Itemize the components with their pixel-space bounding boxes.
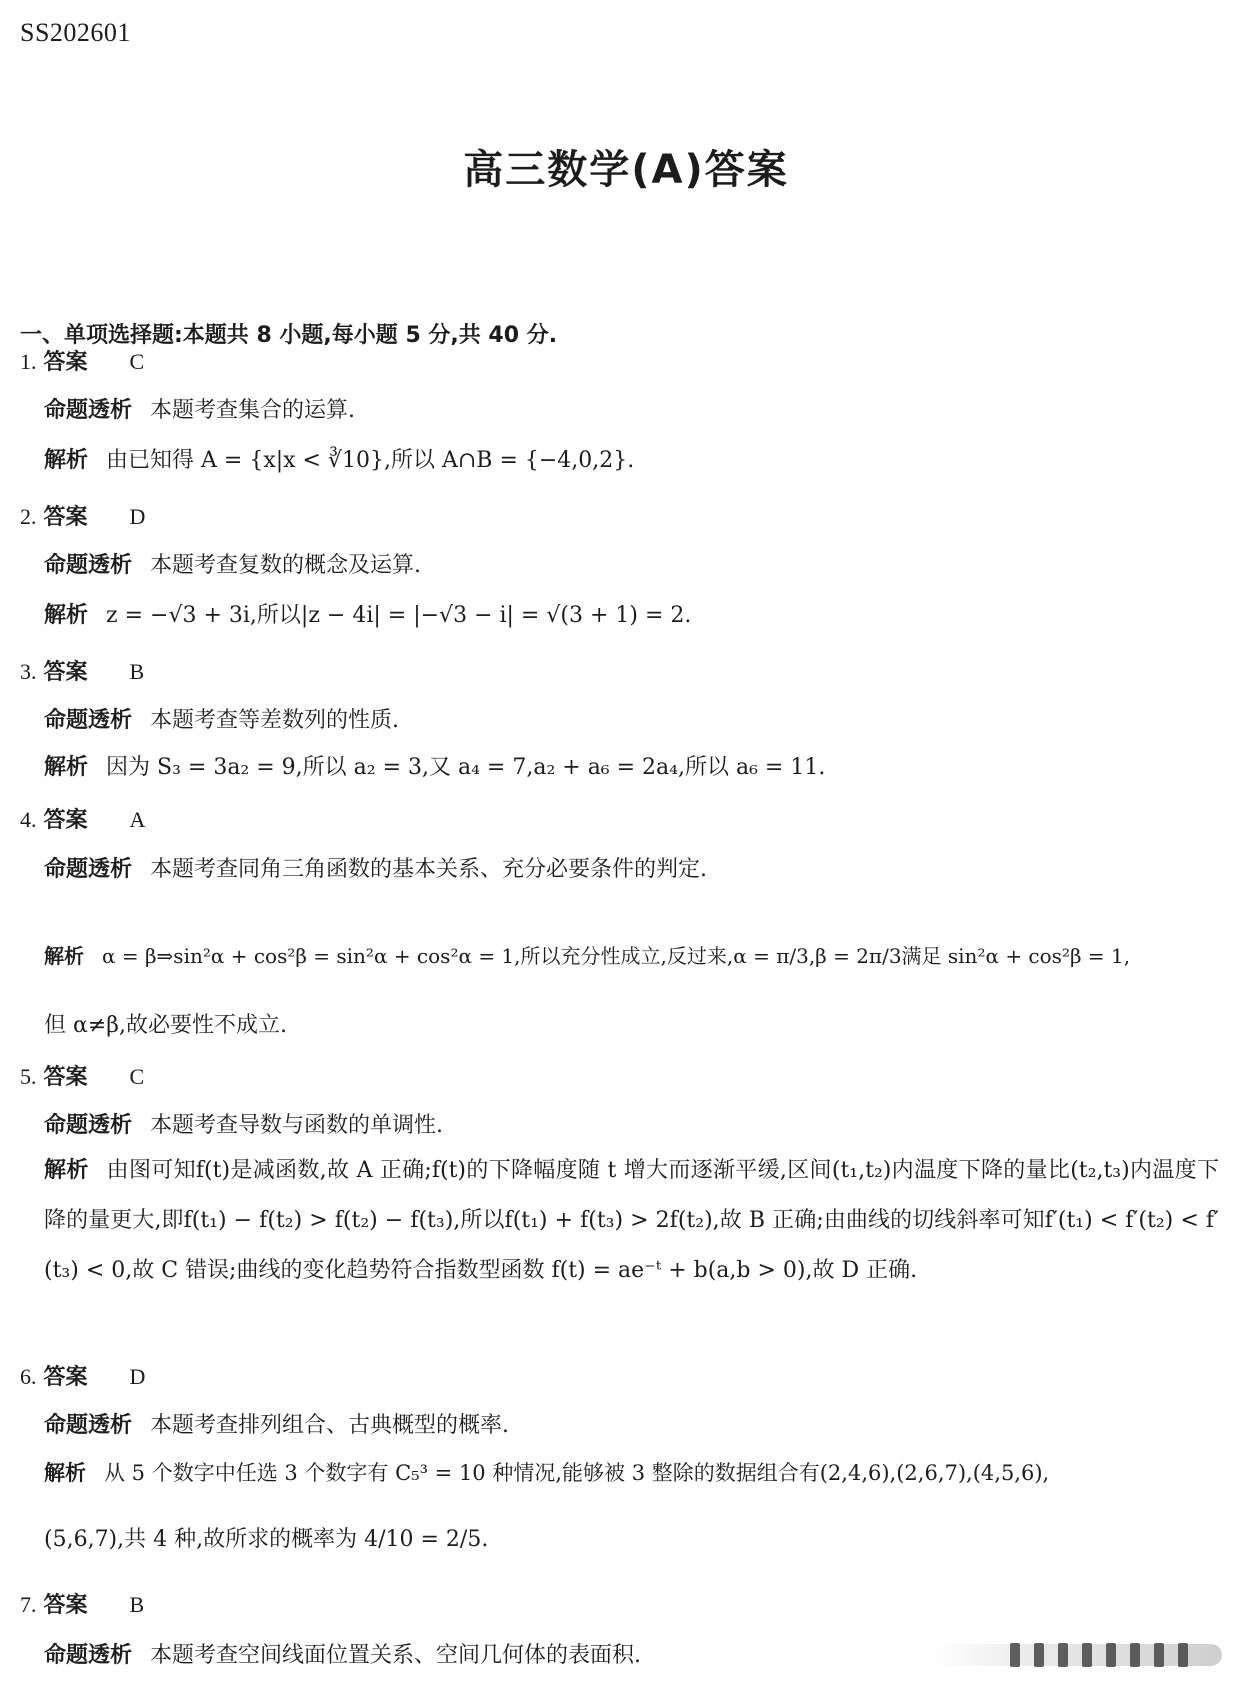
question-2-solution (44, 598, 691, 629)
intent-text: 本题考查导数与函数的单调性. (150, 1113, 444, 1138)
answer-value: C (129, 1064, 145, 1089)
intent-text: 本题考查等差数列的性质. (150, 708, 400, 733)
answer-label: 答案 (43, 660, 88, 685)
intent-text: 本题考查同角三角函数的基本关系、充分必要条件的判定. (150, 857, 708, 882)
answer-label: 答案 (43, 1065, 88, 1090)
intent-label: 命题透析 (44, 708, 133, 733)
question-3-answer-line (20, 655, 144, 686)
scroll-grip-icon (1010, 1643, 1020, 1667)
section-header: 一、单项选择题:本题共 8 小题,每小题 5 分,共 40 分. (20, 323, 558, 348)
question-number: 3. (20, 659, 37, 684)
question-number: 4. (20, 807, 37, 832)
solution-text: z = −√3 + 3i,所以|z − 4i| = |−√3 − i| = √(3 + 1) = 2. (106, 603, 692, 628)
intent-text: 本题考查复数的概念及运算. (150, 553, 422, 578)
solution-label: 解析 (44, 944, 84, 968)
document-code: SS202601 (20, 18, 131, 47)
question-5-intent (44, 1108, 443, 1139)
question-4-solution-continued (44, 1008, 287, 1039)
solution-text: 由已知得 A = {x|x < ∛10},所以 A∩B = {−4,0,2}. (106, 448, 635, 473)
question-4-answer-line (20, 803, 145, 834)
scroll-grip-icon (1130, 1643, 1140, 1667)
answer-value: D (129, 504, 146, 529)
answer-label: 答案 (43, 808, 88, 833)
solution-text: α = β⇒sin²α + cos²β = sin²α + cos²α = 1,所以充分性成立,反过来,α = π/3,β = 2π/3满足 sin²α + cos²β = 1, (102, 944, 1131, 968)
question-1-solution (44, 443, 634, 474)
answer-value: C (129, 349, 145, 374)
intent-text: 本题考查排列组合、古典概型的概率. (150, 1413, 510, 1438)
viewer-scrollbar[interactable] (0, 1636, 1252, 1684)
scroll-grip-icon (1178, 1643, 1188, 1667)
solution-label: 解析 (44, 603, 89, 628)
question-number: 5. (20, 1064, 37, 1089)
scrollbar-handle[interactable] (1010, 1640, 1220, 1670)
question-6-solution-continued (44, 1522, 488, 1553)
question-2-answer-line (20, 500, 145, 531)
question-4-intent (44, 852, 707, 883)
intent-text: 本题考查空间线面位置关系、空间几何体的表面积. (150, 1643, 642, 1668)
intent-text: 本题考查集合的运算. (150, 398, 356, 423)
question-7-answer-line (20, 1588, 144, 1619)
answer-value: B (129, 659, 145, 684)
question-3-intent (44, 703, 399, 734)
intent-label: 命题透析 (44, 1113, 133, 1138)
answer-label: 答案 (43, 1593, 88, 1618)
answer-value: D (129, 1364, 146, 1389)
solution-text: 但 α≠β,故必要性不成立. (44, 1013, 287, 1038)
solution-label: 解析 (44, 755, 89, 780)
question-number: 1. (20, 349, 37, 374)
solution-label: 解析 (44, 1158, 89, 1183)
question-4-solution (44, 940, 1130, 969)
intent-label: 命题透析 (44, 553, 133, 578)
question-number: 6. (20, 1364, 37, 1389)
answer-value: A (129, 807, 146, 832)
solution-text: 因为 S₃ = 3a₂ = 9,所以 a₂ = 3,又 a₄ = 7,a₂ + a₆ = 2a₄,所以 a₆ = 11. (106, 755, 826, 780)
question-5-answer-line (20, 1060, 144, 1091)
intent-label: 命题透析 (44, 1643, 133, 1668)
question-1-intent (44, 393, 355, 424)
intent-label: 命题透析 (44, 857, 133, 882)
scroll-grip-icon (1058, 1643, 1068, 1667)
question-6-answer-line (20, 1360, 145, 1391)
question-6-intent (44, 1408, 509, 1439)
question-number: 2. (20, 504, 37, 529)
question-number: 7. (20, 1592, 37, 1617)
intent-label: 命题透析 (44, 398, 133, 423)
solution-text: 由图可知f(t)是减函数,故 A 正确;f(t)的下降幅度随 t 增大而逐渐平缓,区间(t₁,t₂)内温度下降的量比(t₂,t₃)内温度下降的量更大,即f(t₁) − f(t₂) > f(t₂) − f(t₃),所以f(t₁) + f(t₃) > 2f(t₂),故 B 正确;由曲线的切线斜率可知f′(t₁) < f′(t₂) < f′(t₃) < 0,故 C 错误;曲线的变化趋势符合指数型函数 f(t) = ae⁻ᵗ + b(a,b > 0),故 D 正确. (44, 1158, 1219, 1283)
question-5-solution (44, 1146, 1219, 1296)
scroll-grip-icon (1154, 1643, 1164, 1667)
answer-label: 答案 (43, 505, 88, 530)
scroll-grip-icon (1106, 1643, 1116, 1667)
solution-label: 解析 (44, 1461, 86, 1485)
intent-label: 命题透析 (44, 1413, 133, 1438)
answer-label: 答案 (43, 1365, 88, 1390)
solution-label: 解析 (44, 448, 89, 473)
scroll-grip-icon (1082, 1643, 1092, 1667)
answer-label: 答案 (43, 350, 88, 375)
page-title: 高三数学(A)答案 (463, 147, 789, 193)
solution-text: (5,6,7),共 4 种,故所求的概率为 4/10 = 2/5. (44, 1527, 489, 1552)
question-1-answer-line (20, 345, 144, 376)
question-2-intent (44, 548, 421, 579)
answer-value: B (129, 1592, 145, 1617)
scroll-grip-icon (1034, 1643, 1044, 1667)
solution-text: 从 5 个数字中任选 3 个数字有 C₅³ = 10 种情况,能够被 3 整除的数据组合有(2,4,6),(2,6,7),(4,5,6), (104, 1461, 1050, 1485)
question-3-solution (44, 750, 825, 781)
question-6-solution (44, 1457, 1049, 1487)
